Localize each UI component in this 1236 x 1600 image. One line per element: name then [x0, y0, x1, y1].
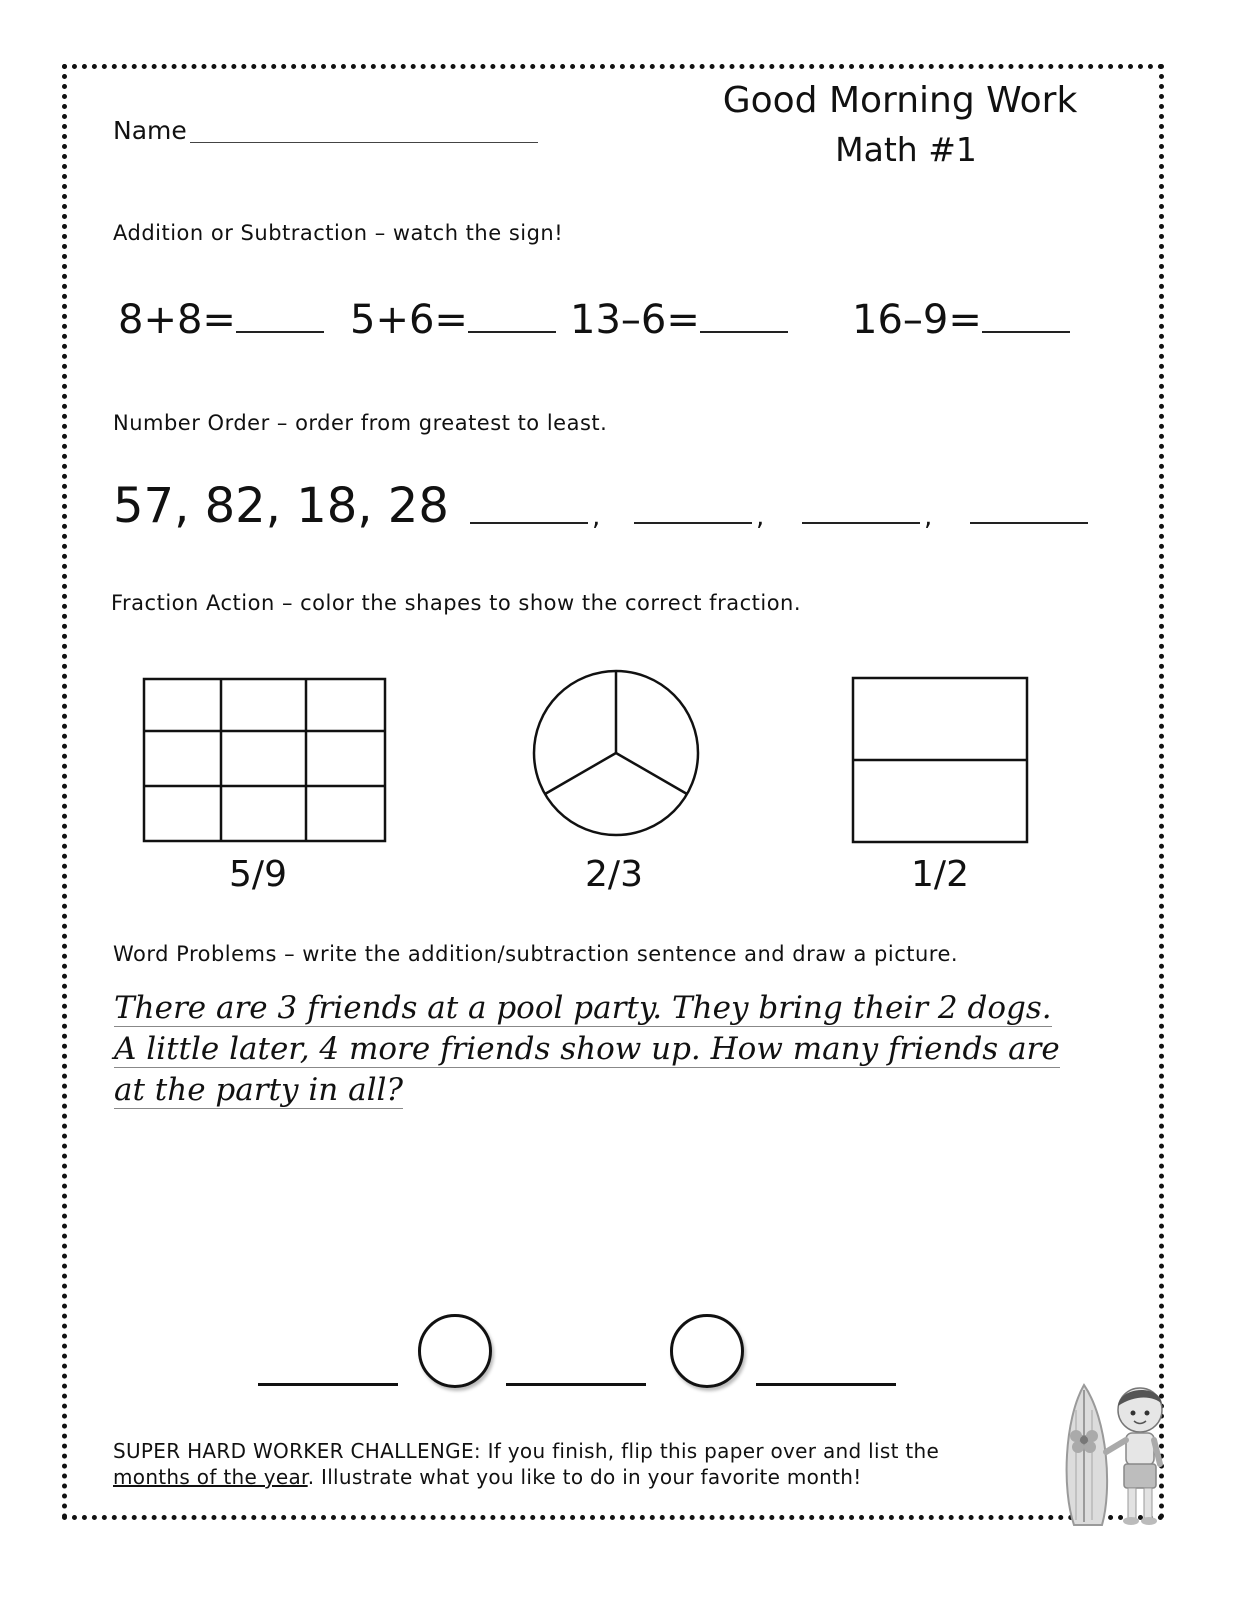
order-blank-1[interactable]	[470, 522, 588, 524]
worksheet-title: Good Morning Work	[722, 80, 1078, 121]
boy-with-surfboard-icon	[1056, 1380, 1196, 1530]
challenge-text-2: . Illustrate what you like to do in your favorite month!	[307, 1465, 862, 1489]
name-field[interactable]	[190, 142, 538, 143]
number-list: 57, 82, 18, 28	[113, 478, 449, 534]
problem-3-text: 13–6=	[570, 297, 700, 343]
problem-2-text: 5+6=	[350, 297, 468, 343]
order-comma-1: ,	[592, 502, 601, 532]
problem-4	[852, 297, 1070, 343]
story-line-3: at the party in all?	[114, 1072, 404, 1108]
order-blank-3[interactable]	[802, 522, 920, 524]
circle-shape-thirds[interactable]	[528, 668, 704, 838]
problem-3	[570, 297, 788, 343]
problem-1-answer[interactable]	[236, 331, 324, 333]
operator-circle-2[interactable]	[670, 1314, 744, 1388]
operator-circle-1[interactable]	[418, 1314, 492, 1388]
problem-2	[350, 297, 556, 343]
order-blank-2[interactable]	[634, 522, 752, 524]
sentence-blank-3[interactable]	[756, 1383, 896, 1386]
word-problem-instruction: Word Problems – write the addition/subtraction sentence and draw a picture.	[113, 942, 959, 966]
number-order-instruction: Number Order – order from greatest to least.	[113, 411, 608, 435]
fraction-instruction: Fraction Action – color the shapes to show the correct fraction.	[111, 591, 802, 615]
sentence-blank-1[interactable]	[258, 1383, 398, 1386]
rectangle-shape-halves[interactable]	[848, 674, 1032, 846]
problem-1	[118, 297, 324, 343]
story-line-2: A little later, 4 more friends show up. How many friends are	[114, 1031, 1060, 1067]
order-blank-4[interactable]	[970, 522, 1088, 524]
fraction-label-3: 1/2	[911, 854, 969, 895]
challenge-underlined: months of the year	[113, 1465, 308, 1489]
story-line-1: There are 3 friends at a pool party. They bring their 2 dogs.	[114, 990, 1052, 1026]
worksheet-subtitle: Math #1	[835, 130, 977, 169]
fraction-label-1: 5/9	[229, 854, 287, 895]
sentence-blank-2[interactable]	[506, 1383, 646, 1386]
problem-1-text: 8+8=	[118, 297, 236, 343]
word-problem-text	[114, 988, 1114, 1111]
grid-shape-ninths[interactable]	[140, 674, 390, 846]
order-comma-3: ,	[924, 502, 933, 532]
addition-instruction: Addition or Subtraction – watch the sign!	[113, 221, 564, 245]
challenge-lead: SUPER HARD WORKER CHALLENGE:	[113, 1439, 481, 1463]
problem-4-answer[interactable]	[982, 331, 1070, 333]
fraction-label-2: 2/3	[585, 854, 643, 895]
problem-3-answer[interactable]	[700, 331, 788, 333]
challenge-text	[113, 1438, 1053, 1490]
name-label: Name	[113, 116, 187, 145]
challenge-text-1: If you finish, flip this paper over and list the	[480, 1439, 940, 1463]
problem-4-text: 16–9=	[852, 297, 982, 343]
problem-2-answer[interactable]	[468, 331, 556, 333]
order-comma-2: ,	[756, 502, 765, 532]
